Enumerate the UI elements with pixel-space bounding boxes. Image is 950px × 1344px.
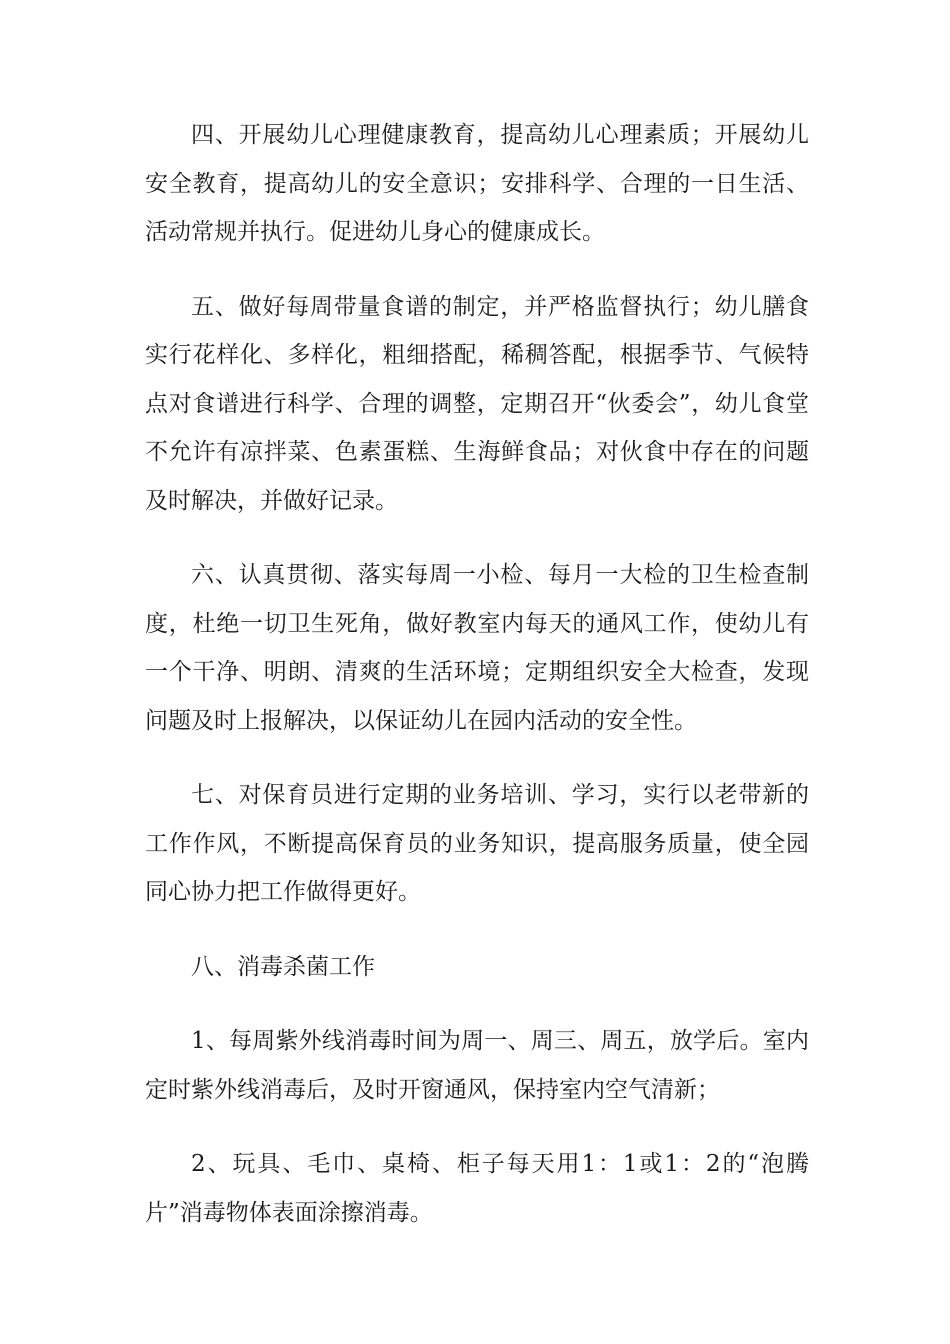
paragraph-5-weekly-menu: 五、做好每周带量食谱的制定，并严格监督执行；幼儿膳食实行花样化、多样化，粗细搭配，稀稠答配，根据季节、气候特点对食谱进行科学、合理的调整，定期召开“伙委会”，幼儿食堂不允许有凉拌菜、色素蛋糕、生海鲜食品；对伙食中存在的问题及时解决，并做好记录。	[145, 293, 809, 514]
paragraph-7-staff-training: 七、对保育员进行定期的业务培训、学习，实行以老带新的工作作风，不断提高保育员的业务知识，提高服务质量，使全园同心协力把工作做得更好。	[145, 782, 809, 905]
document-body	[145, 111, 809, 1237]
paragraph-uv-disinfection: 1、每周紫外线消毒时间为周一、周三、周五，放学后。室内定时紫外线消毒后，及时开窗通风，保持室内空气清新；	[145, 1028, 809, 1103]
paragraph-surface-disinfection: 2、玩具、毛巾、桌椅、柜子每天用1：1或1：2的“泡腾片”消毒物体表面涂擦消毒。	[145, 1151, 809, 1226]
paragraph-8-disinfection-heading: 八、消毒杀菌工作	[191, 953, 375, 980]
paragraph-6-hygiene-inspection: 六、认真贯彻、落实每周一小检、每月一大检的卫生检查制度，杜绝一切卫生死角，做好教室内每天的通风工作，使幼儿有一个干净、明朗、清爽的生活环境；定期组织安全大检查，发现问题及时上报解决，以保证幼儿在园内活动的安全性。	[145, 562, 809, 734]
paragraph-4-child-mental-health: 四、开展幼儿心理健康教育，提高幼儿心理素质；开展幼儿安全教育，提高幼儿的安全意识；安排科学、合理的一日生活、活动常规并执行。促进幼儿身心的健康成长。	[145, 122, 809, 245]
